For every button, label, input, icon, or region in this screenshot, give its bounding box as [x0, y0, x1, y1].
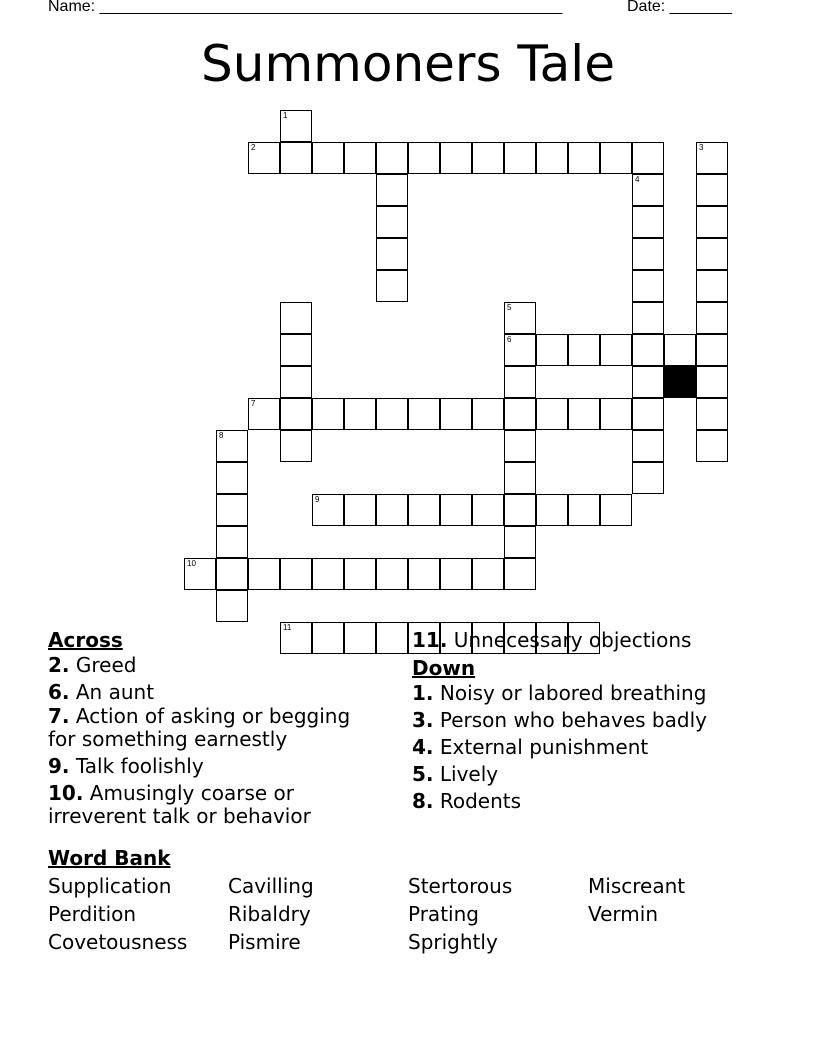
crossword-cell[interactable]	[632, 142, 664, 174]
crossword-cell[interactable]	[408, 398, 440, 430]
crossword-cell[interactable]	[248, 398, 280, 430]
crossword-cell[interactable]	[504, 302, 536, 334]
clue-number-label: 4	[635, 175, 640, 184]
crossword-cell[interactable]	[280, 430, 312, 462]
crossword-cell[interactable]	[376, 558, 408, 590]
clue-number-label: 1	[283, 111, 288, 120]
crossword-cell[interactable]	[632, 174, 664, 206]
clue-text: External punishment	[439, 735, 649, 759]
clue-across-2	[48, 654, 378, 677]
crossword-cell[interactable]	[440, 558, 472, 590]
word-bank-item: Sprightly	[408, 930, 498, 954]
clue-text: Greed	[75, 653, 137, 677]
crossword-cell[interactable]	[440, 142, 472, 174]
crossword-cell[interactable]	[696, 398, 728, 430]
crossword-cell[interactable]	[280, 142, 312, 174]
crossword-cell[interactable]	[376, 270, 408, 302]
crossword-cell[interactable]	[216, 430, 248, 462]
down-heading: Down	[412, 656, 476, 680]
crossword-cell[interactable]	[312, 142, 344, 174]
crossword-cell[interactable]	[472, 558, 504, 590]
clue-number-label: 3	[699, 143, 704, 152]
clue-down-4	[412, 736, 792, 759]
clue-across-7	[48, 705, 378, 751]
crossword-cell[interactable]	[376, 206, 408, 238]
clue-down-1	[412, 682, 792, 705]
clue-number-label: 9	[315, 495, 320, 504]
crossword-cell[interactable]	[632, 462, 664, 494]
crossword-cell[interactable]	[376, 398, 408, 430]
clue-text: Noisy or labored breathing	[439, 681, 707, 705]
crossword-cell[interactable]	[472, 494, 504, 526]
crossword-cell[interactable]	[504, 526, 536, 558]
crossword-cell[interactable]	[568, 398, 600, 430]
clue-number: 5.	[412, 762, 434, 786]
crossword-cell[interactable]	[536, 494, 568, 526]
crossword-cell[interactable]	[632, 270, 664, 302]
clue-text: Amusingly coarse or irreverent talk or behavior	[48, 781, 311, 828]
crossword-cell[interactable]	[696, 270, 728, 302]
clue-across-11	[412, 629, 792, 652]
crossword-cell[interactable]	[696, 142, 728, 174]
clue-down-5	[412, 763, 792, 786]
crossword-cell[interactable]	[504, 462, 536, 494]
word-bank-item: Cavilling	[228, 874, 314, 898]
clue-number-label: 11	[283, 623, 292, 632]
word-bank-item: Ribaldry	[228, 902, 311, 926]
clue-number-label: 8	[219, 431, 224, 440]
crossword-cell[interactable]	[504, 558, 536, 590]
word-bank-item: Pismire	[228, 930, 301, 954]
clue-across-9	[48, 755, 378, 778]
crossword-cell[interactable]	[376, 142, 408, 174]
clue-across-6	[48, 681, 378, 704]
crossword-cell[interactable]	[504, 366, 536, 398]
crossword-cell[interactable]	[600, 494, 632, 526]
crossword-cell[interactable]	[344, 398, 376, 430]
clue-text: Person who behaves badly	[439, 708, 707, 732]
clue-number: 7.	[48, 704, 70, 728]
crossword-cell[interactable]	[632, 302, 664, 334]
clue-text: Unnecessary objections	[453, 628, 692, 652]
clue-number: 6.	[48, 680, 70, 704]
crossword-cell[interactable]	[568, 142, 600, 174]
crossword-cell[interactable]	[696, 366, 728, 398]
crossword-cell[interactable]	[632, 366, 664, 398]
clue-number-label: 7	[251, 399, 256, 408]
crossword-cell[interactable]	[504, 494, 536, 526]
crossword-cell[interactable]	[216, 558, 248, 590]
clue-number: 11.	[412, 628, 448, 652]
crossword-cell[interactable]	[312, 558, 344, 590]
crossword-cell[interactable]	[376, 494, 408, 526]
crossword-cell[interactable]	[536, 334, 568, 366]
clue-number: 9.	[48, 754, 70, 778]
clue-text: Talk foolishly	[75, 754, 204, 778]
clue-text: An aunt	[75, 680, 155, 704]
name-field-label: Name: ____________________________________________________	[48, 0, 563, 15]
clue-number: 4.	[412, 735, 434, 759]
crossword-cell[interactable]	[504, 334, 536, 366]
crossword-cell[interactable]	[216, 590, 248, 622]
clue-down-3	[412, 709, 792, 732]
word-bank-item: Supplication	[48, 874, 172, 898]
crossword-cell[interactable]	[600, 142, 632, 174]
crossword-cell[interactable]	[600, 398, 632, 430]
clue-text: Action of asking or begging for something earnestly	[48, 704, 351, 751]
word-bank-item: Covetousness	[48, 930, 188, 954]
crossword-cell[interactable]	[280, 110, 312, 142]
crossword-cell[interactable]	[408, 142, 440, 174]
clue-across-10	[48, 782, 378, 828]
crossword-cell[interactable]	[632, 334, 664, 366]
crossword-cell[interactable]	[216, 494, 248, 526]
word-bank-item: Stertorous	[408, 874, 513, 898]
crossword-cell[interactable]	[280, 366, 312, 398]
crossword-cell[interactable]	[696, 302, 728, 334]
crossword-cell[interactable]	[472, 142, 504, 174]
crossword-cell[interactable]	[408, 558, 440, 590]
crossword-cell[interactable]	[504, 430, 536, 462]
crossword-cell[interactable]	[568, 494, 600, 526]
crossword-cell[interactable]	[248, 142, 280, 174]
crossword-cell[interactable]	[536, 398, 568, 430]
crossword-cell[interactable]	[600, 334, 632, 366]
crossword-cell[interactable]	[568, 334, 600, 366]
crossword-cell[interactable]	[216, 462, 248, 494]
crossword-cell[interactable]	[440, 494, 472, 526]
crossword-cell[interactable]	[696, 334, 728, 366]
crossword-cell[interactable]	[536, 142, 568, 174]
crossword-cell[interactable]	[632, 206, 664, 238]
crossword-cell[interactable]	[472, 398, 504, 430]
crossword-cell[interactable]	[184, 558, 216, 590]
crossword-cell[interactable]	[216, 526, 248, 558]
across-heading: Across	[48, 628, 123, 652]
word-bank-item: Prating	[408, 902, 479, 926]
down-clues-column	[412, 629, 792, 817]
crossword-cell[interactable]	[408, 494, 440, 526]
crossword-cell[interactable]	[312, 398, 344, 430]
crossword-cell[interactable]	[632, 238, 664, 270]
crossword-cell[interactable]	[696, 206, 728, 238]
crossword-cell[interactable]	[248, 558, 280, 590]
crossword-cell[interactable]	[344, 494, 376, 526]
clue-down-8	[412, 790, 792, 813]
word-bank-item: Miscreant	[588, 874, 686, 898]
crossword-block	[664, 366, 696, 398]
across-clues-column	[48, 629, 378, 832]
crossword-cell[interactable]	[376, 622, 408, 654]
crossword-cell[interactable]	[280, 334, 312, 366]
word-bank-item: Perdition	[48, 902, 137, 926]
clue-number-label: 10	[187, 559, 196, 568]
crossword-cell[interactable]	[280, 302, 312, 334]
clue-number-label: 2	[251, 143, 256, 152]
crossword-cell[interactable]	[376, 238, 408, 270]
crossword-cell[interactable]	[376, 174, 408, 206]
crossword-cell[interactable]	[696, 174, 728, 206]
crossword-cell[interactable]	[664, 334, 696, 366]
clue-number: 1.	[412, 681, 434, 705]
crossword-cell[interactable]	[312, 494, 344, 526]
crossword-cell[interactable]	[504, 398, 536, 430]
clue-number: 2.	[48, 653, 70, 677]
word-bank-heading: Word Bank	[48, 846, 171, 870]
puzzle-title: Summoners Tale	[201, 35, 615, 93]
crossword-cell[interactable]	[344, 558, 376, 590]
date-field-label: Date: _______	[627, 0, 732, 15]
clue-number: 10.	[48, 781, 84, 805]
clue-number: 8.	[412, 789, 434, 813]
clue-number-label: 6	[507, 335, 512, 344]
crossword-cell[interactable]	[440, 398, 472, 430]
crossword-cell[interactable]	[280, 398, 312, 430]
crossword-cell[interactable]	[632, 430, 664, 462]
crossword-cell[interactable]	[344, 142, 376, 174]
crossword-cell[interactable]	[696, 238, 728, 270]
word-bank-item: Vermin	[588, 902, 659, 926]
clue-text: Rodents	[439, 789, 522, 813]
crossword-cell[interactable]	[280, 558, 312, 590]
clue-text: Lively	[439, 762, 499, 786]
crossword-cell[interactable]	[504, 142, 536, 174]
clue-number-label: 5	[507, 303, 512, 312]
crossword-cell[interactable]	[696, 430, 728, 462]
crossword-cell[interactable]	[632, 398, 664, 430]
clue-number: 3.	[412, 708, 434, 732]
